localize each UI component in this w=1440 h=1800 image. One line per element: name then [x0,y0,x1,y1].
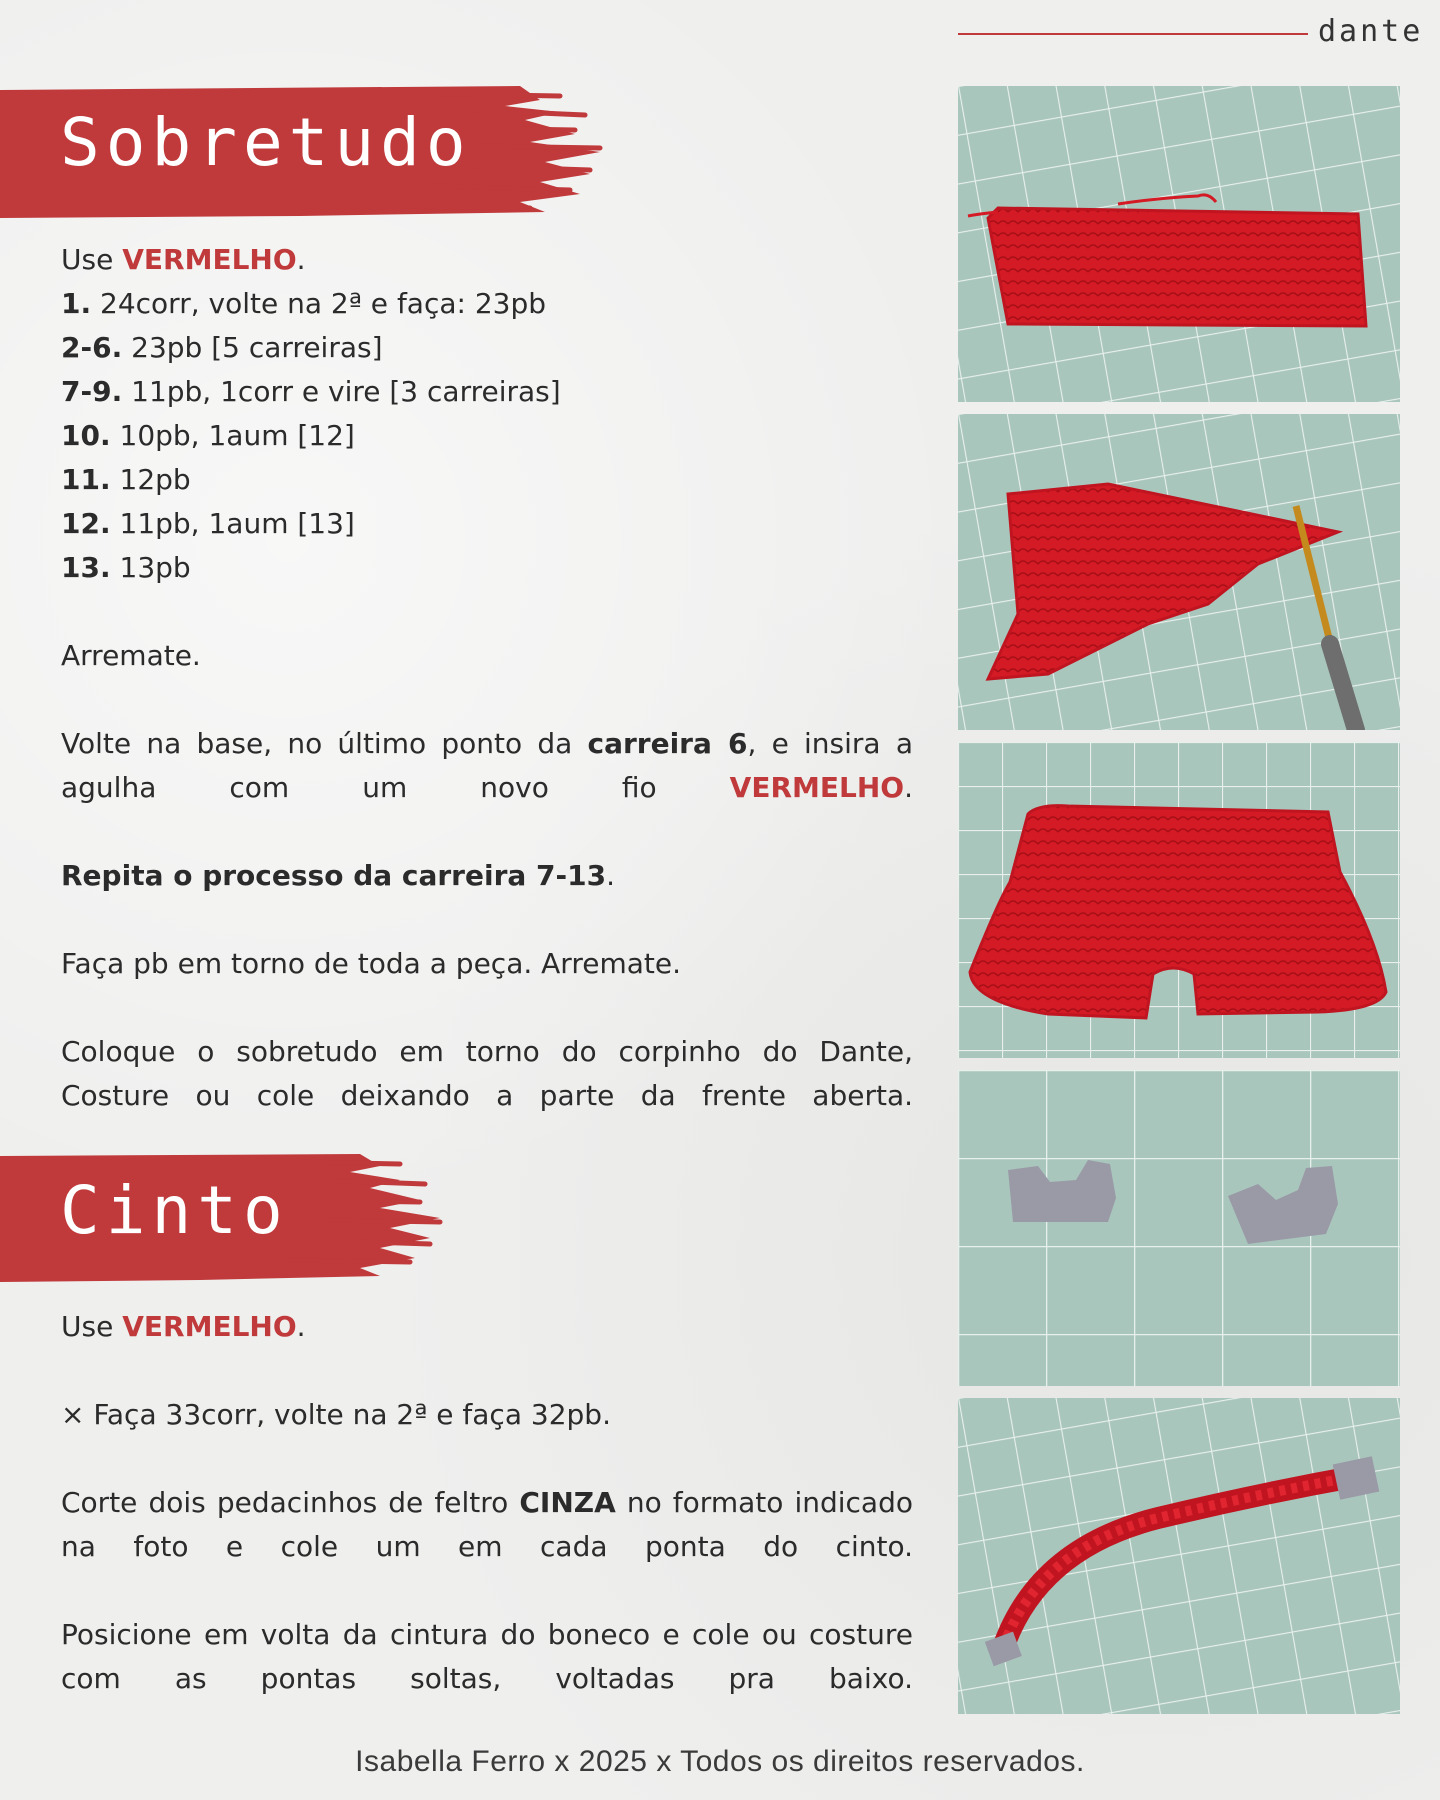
volte-bold: carreira 6 [587,727,748,760]
step-number: 11. [61,463,111,496]
step-row [61,546,913,590]
footer-copyright: Isabella Ferro x 2025 x Todos os direitos reservados. [355,1745,1085,1778]
photo-step-shorts-shape [958,742,1400,1058]
section-title-cinto: Cinto [60,1172,289,1249]
photo-step-triangle [958,414,1400,730]
photo-step-rectangle [958,86,1400,402]
volte-text: . [904,771,913,804]
faca-paragraph: Faça pb em torno de toda a peça. Arremate. [61,947,681,980]
use-color-line [61,238,913,282]
section-title-sobretudo: Sobretudo [60,104,472,181]
step-number: 13. [61,551,111,584]
step-number: 2-6. [61,331,123,364]
step-text: 12pb [110,463,191,496]
section-banner-cinto [0,1150,450,1284]
step-text: 13pb [110,551,191,584]
step-text: 24corr, volte na 2ª e faça: 23pb [91,287,547,320]
repita-bold: Repita o processo da carreira 7-13 [61,859,607,892]
photo-felt-pieces [958,1070,1400,1386]
step-row [61,502,913,546]
corte-bold: CINZA [519,1486,616,1519]
use-prefix: Use [61,1310,123,1343]
bullet-instruction: × Faça 33corr, volte na 2ª e faça 32pb. [61,1398,611,1431]
step-text: 23pb [5 carreiras] [122,331,383,364]
color-name: VERMELHO [729,771,905,804]
volte-text: Volte na base, no último ponto da [61,727,588,760]
step-row [61,458,913,502]
step-row [61,282,913,326]
use-prefix: Use [61,243,123,276]
corte-text: Corte dois pedacinhos de feltro [61,1486,520,1519]
use-suffix: . [296,243,306,276]
header-rule [958,33,1308,35]
volte-text: , e insira a agulha com um novo fio [61,727,913,804]
color-name: VERMELHO [122,243,297,276]
step-row [61,370,913,414]
corte-paragraph [61,1481,913,1569]
brand-name: dante [1318,14,1424,49]
step-text: 10pb, 1aum [12] [110,419,355,452]
volte-paragraph [61,722,913,810]
section-banner-sobretudo [0,82,610,222]
step-row [61,414,913,458]
use-color-line [61,1305,913,1349]
arremate-text: Arremate. [61,639,201,672]
step-text: 11pb, 1corr e vire [3 carreiras] [122,375,561,408]
color-name: VERMELHO [122,1310,297,1343]
step-number: 1. [61,287,92,320]
step-text: 11pb, 1aum [13] [110,507,355,540]
coloque-paragraph: Coloque o sobretudo em torno do corpinho do Dante, Costure ou cole deixando a parte da frente aberta. [61,1035,913,1112]
step-number: 7-9. [61,375,123,408]
photo-belt [958,1398,1400,1714]
step-row [61,326,913,370]
repita-paragraph [61,854,913,898]
step-number: 10. [61,419,111,452]
repita-suffix: . [606,859,616,892]
cinto-content [61,1305,913,1701]
use-suffix: . [296,1310,306,1343]
posicione-paragraph: Posicione em volta da cintura do boneco e cole ou costure com as pontas soltas, voltadas pra baixo. [61,1618,913,1695]
corte-text: no formato indicado na foto e cole um em cada ponta do cinto. [61,1486,913,1563]
sobretudo-content [61,238,913,1118]
step-number: 12. [61,507,111,540]
